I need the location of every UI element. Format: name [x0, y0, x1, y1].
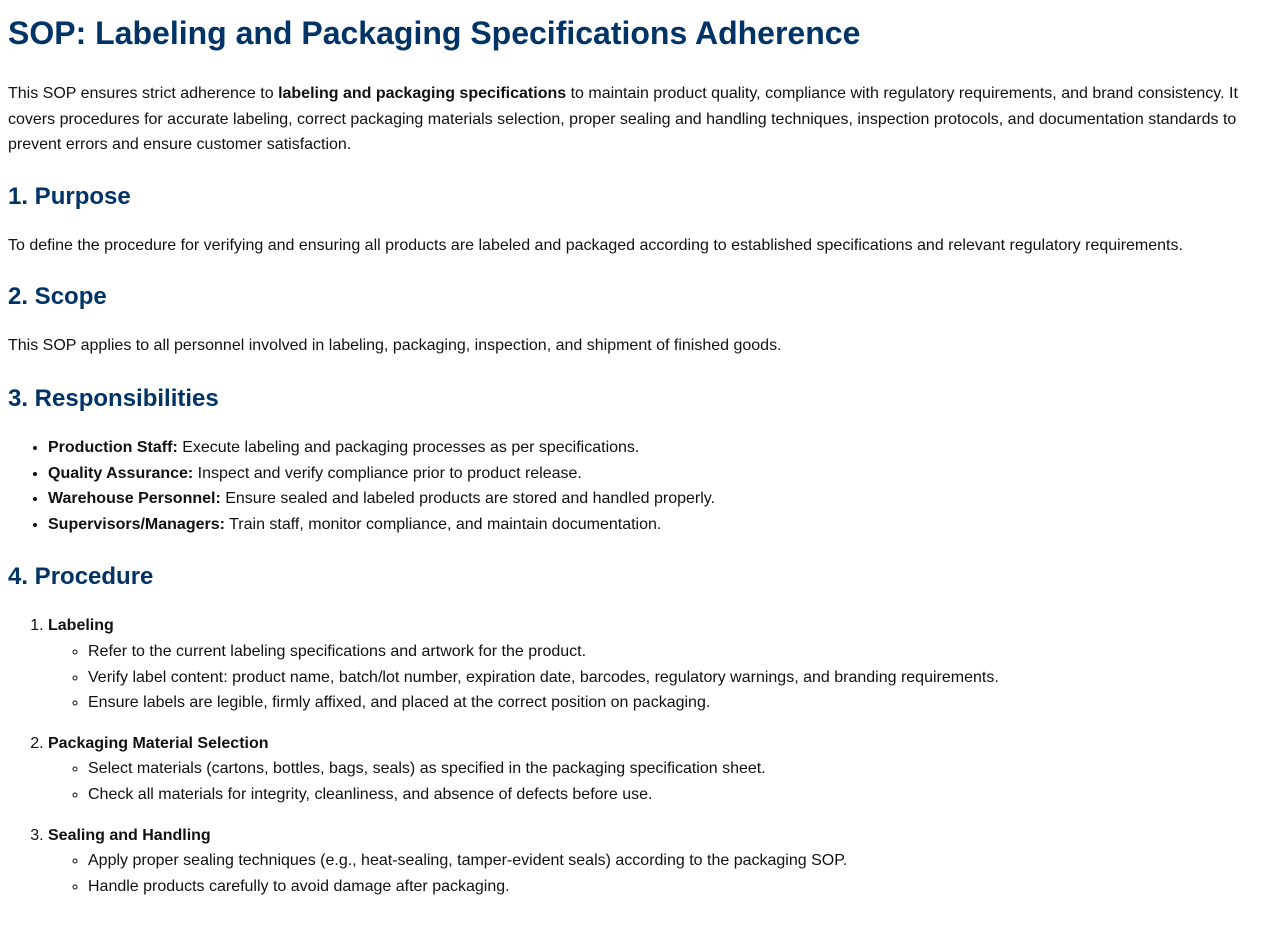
- responsibility-role: Supervisors/Managers:: [48, 515, 225, 533]
- step-item: ◦ Apply proper sealing techniques (e.g., heat-sealing, tamper-evident seals) according to the packaging SOP.: [88, 848, 1255, 874]
- responsibility-text: Ensure sealed and labeled products are stored and handled properly.: [220, 490, 716, 508]
- purpose-heading: 1. Purpose: [8, 182, 131, 210]
- responsibility-role: Warehouse Personnel:: [48, 490, 221, 508]
- responsibility-text: Train staff, monitor compliance, and maintain documentation.: [224, 515, 662, 533]
- responsibility-item: [48, 486, 1255, 512]
- sop-document: [0, 14, 1263, 899]
- responsibility-text: Inspect and verify compliance prior to product release.: [193, 464, 582, 482]
- step-title: Sealing and Handling: [48, 826, 211, 844]
- step-title: Labeling: [48, 617, 114, 635]
- purpose-text: To define the procedure for verifying and ensuring all products are labeled and packaged according to established specifications and relevant regulatory requirements.: [8, 236, 1183, 254]
- responsibility-item: [48, 435, 1255, 461]
- procedure-steps: [8, 613, 1255, 899]
- procedure-heading: 4. Procedure: [8, 563, 154, 591]
- step-item: ◦ Verify label content: product name, batch/lot number, expiration date, barcodes, regulatory warnings, and branding requirements.: [88, 665, 1255, 691]
- intro-text-start: This SOP ensures strict adherence to: [8, 85, 279, 102]
- procedure-step-sealing: [48, 823, 1255, 900]
- responsibilities-list: [8, 435, 1255, 537]
- step-items: [48, 848, 1255, 899]
- step-item: ◦ Handle products carefully to avoid damage after packaging.: [88, 874, 1255, 900]
- procedure-step-labeling: [48, 613, 1255, 715]
- intro-paragraph: [8, 81, 1255, 158]
- responsibility-role: Production Staff:: [48, 438, 178, 456]
- responsibilities-heading: 3. Responsibilities: [8, 384, 219, 412]
- step-items: [48, 639, 1255, 716]
- intro-highlight: labeling and packaging specifications: [278, 85, 567, 102]
- responsibility-text: Execute labeling and packaging processes as per specifications.: [177, 438, 640, 456]
- scope-text: This SOP applies to all personnel involved in labeling, packaging, inspection, and shipment of finished goods.: [8, 337, 782, 355]
- step-item: ◦ Ensure labels are legible, firmly affixed, and placed at the correct position on packaging.: [88, 690, 1255, 716]
- page-title: SOP: Labeling and Packaging Specifications Adherence: [8, 15, 861, 51]
- intro-text-end: to maintain product quality, compliance with regulatory requirements, and brand consistency. It covers procedures for accurate labeling, correct packaging materials selection, proper sealing and handling techniques, inspection protocols, and documentation standards to prevent errors and ensure customer satisfaction.: [8, 85, 1238, 154]
- procedure-step-packaging-material: [48, 731, 1255, 808]
- responsibility-role: Quality Assurance:: [48, 464, 194, 482]
- scope-heading: 2. Scope: [8, 283, 107, 311]
- responsibility-item: [48, 512, 1255, 538]
- step-items: [48, 756, 1255, 807]
- step-item: ◦ Select materials (cartons, bottles, bags, seals) as specified in the packaging specification sheet.: [88, 756, 1255, 782]
- step-item: ◦ Refer to the current labeling specifications and artwork for the product.: [88, 639, 1255, 665]
- step-item: ◦ Check all materials for integrity, cleanliness, and absence of defects before use.: [88, 782, 1255, 808]
- step-title: Packaging Material Selection: [48, 734, 269, 752]
- responsibility-item: [48, 461, 1255, 487]
